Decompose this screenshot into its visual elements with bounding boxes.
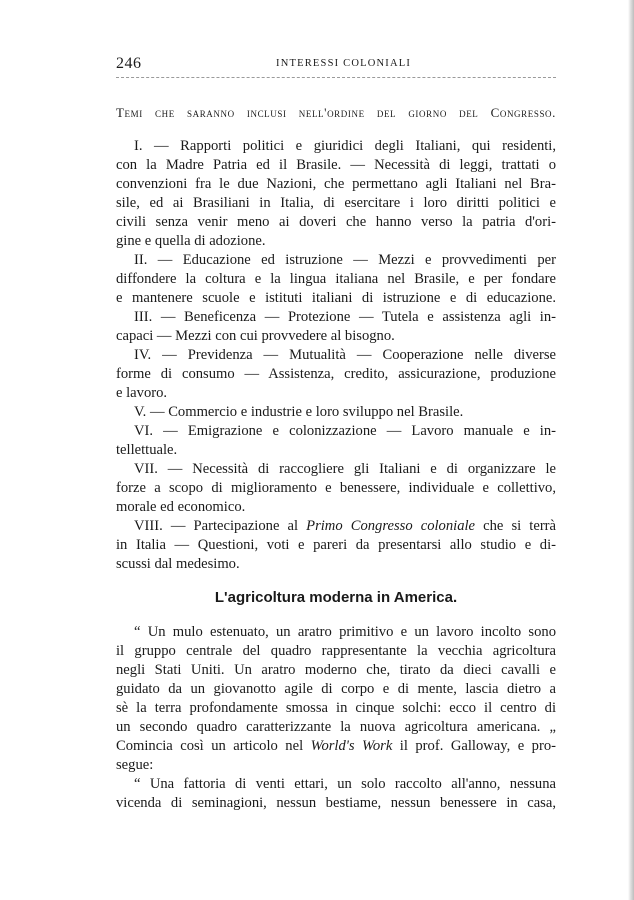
running-header <box>116 55 556 78</box>
topic-line: con la Madre Patria ed il Brasile. — Necessità di leggi, trattati o <box>116 157 556 173</box>
topic-line-text: che si terrà <box>483 518 557 534</box>
page-edge-shadow <box>628 0 634 900</box>
article-line <box>116 737 556 755</box>
topic-line: forze a scopo di miglioramento e benessere, individuale e collettivo, <box>116 480 556 496</box>
topic-line: VI. — Emigrazione e colonizzazione — Lavoro manuale e in- <box>134 423 556 439</box>
article-line: sè la terra profondamente smossa in cinque solchi: ecco il centro di <box>116 700 556 716</box>
topic-line: e mantenere scuole e istituti italiani di istruzione e di educazione. <box>116 290 556 306</box>
article-line: segue: <box>116 757 154 773</box>
topic-line: morale ed economico. <box>116 499 246 515</box>
article-line-text: Comincia così un articolo nel <box>116 738 304 754</box>
page-number: 246 <box>116 55 142 72</box>
article-line: un secondo quadro caratterizzante la nuova agricoltura americana. „ <box>116 719 556 735</box>
topic-line: forme di consumo — Assistenza, credito, assicurazione, produzione <box>116 366 556 382</box>
article-line: “ Una fattoria di venti ettari, un solo raccolto all'anno, nessuna <box>134 776 556 792</box>
topic-line: e lavoro. <box>116 385 168 401</box>
topic-line: scussi dal medesimo. <box>116 556 240 572</box>
topic-line: capaci — Mezzi con cui provvedere al bisogno. <box>116 328 395 344</box>
topic-line: I. — Rapporti politici e giuridici degli Italiani, qui residenti, <box>134 138 556 154</box>
topic-line: VII. — Necessità di raccogliere gli Italiani e di organizzare le <box>134 461 556 477</box>
topic-line: convenzioni fra le due Nazioni, che permettano agli Italiani nel Bra- <box>116 176 556 192</box>
article-line-text: il prof. Galloway, e pro- <box>399 738 556 754</box>
topic-line: civili senza venir meno ai doveri che hanno verso la patria d'ori- <box>116 214 556 230</box>
article-heading: L'agricoltura moderna in America. <box>214 589 458 606</box>
topic-line: diffondere la coltura e la lingua italiana nel Brasile, e per fondare <box>116 271 556 287</box>
topic-line: in Italia — Questioni, voti e pareri da presentarsi allo studio e di- <box>116 537 556 553</box>
topic-line: IV. — Previdenza — Mutualità — Cooperazione nelle diverse <box>134 347 556 363</box>
article-line: vicenda di seminagioni, nessun bestiame, nessun benessere in casa, <box>116 795 556 811</box>
topic-line: sile, ed ai Brasiliani in Italia, di esercitare i loro diritti politici e <box>116 195 556 211</box>
topic-line: III. — Beneficenza — Protezione — Tutela e assistenza agli in- <box>134 309 556 325</box>
congress-title: Primo Congresso coloniale <box>306 518 476 534</box>
topic-line: II. — Educazione ed istruzione — Mezzi e provvedimenti per <box>134 252 556 268</box>
topic-line <box>116 517 556 535</box>
running-title: INTERESSI COLONIALI <box>276 58 412 69</box>
journal-title: World's Work <box>310 738 393 754</box>
topic-line-text: VIII. — Partecipazione al <box>134 518 299 534</box>
topic-line: gine e quella di adozione. <box>116 233 266 249</box>
topics-intro: Temi che saranno inclusi nell'ordine del giorno del Congresso. <box>116 105 556 120</box>
article-line: negli Stati Uniti. Un aratro moderno che, tirato da dieci cavalli e <box>116 662 556 678</box>
topic-line: V. — Commercio e industrie e loro sviluppo nel Brasile. <box>134 404 464 420</box>
article-line: “ Un mulo estenuato, un aratro primitivo e un lavoro incolto sono <box>134 624 556 640</box>
topic-line: tellettuale. <box>116 442 178 458</box>
article-line: guidato da un giovanotto agile di corpo e di mente, lascia dietro a <box>116 681 556 697</box>
article-line: il gruppo centrale del quadro rappresentante la vecchia agricoltura <box>116 643 556 659</box>
